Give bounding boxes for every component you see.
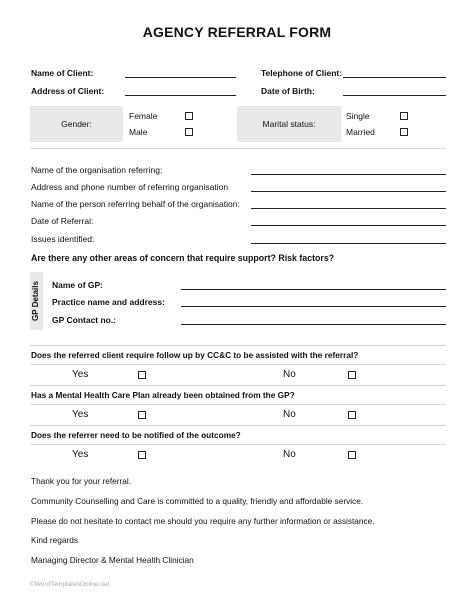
no-label: No xyxy=(283,409,296,420)
male-checkbox[interactable] xyxy=(185,128,193,136)
question-divider xyxy=(30,425,446,426)
referral-date-label: Date of Referral: xyxy=(31,216,94,226)
yes-label: Yes xyxy=(72,449,89,460)
care-plan-yes-checkbox[interactable] xyxy=(138,411,146,419)
client-dob-field[interactable] xyxy=(343,95,446,96)
followup-no-checkbox[interactable] xyxy=(348,371,356,379)
gp-practice-label: Practice name and address: xyxy=(52,297,165,307)
gender-option-male: Male xyxy=(129,127,148,137)
footer-watermark: ©WordTemplatesOnline.net xyxy=(30,581,110,588)
gp-contact-field[interactable] xyxy=(181,324,446,325)
followup-yes-checkbox[interactable] xyxy=(138,371,146,379)
gp-details-label: GP Details xyxy=(31,281,40,321)
question-divider xyxy=(30,345,446,346)
client-name-field[interactable] xyxy=(125,77,236,78)
form-title: AGENCY REFERRAL FORM xyxy=(142,24,332,40)
gp-name-field[interactable] xyxy=(181,289,446,290)
no-label: No xyxy=(283,449,296,460)
single-checkbox[interactable] xyxy=(400,112,408,120)
gender-label: Gender: xyxy=(61,119,92,129)
question-divider xyxy=(30,364,446,365)
question-notify: Does the referrer need to be notified of the outcome? xyxy=(31,430,241,440)
gp-practice-field[interactable] xyxy=(181,306,446,307)
gp-name-label: Name of GP: xyxy=(52,280,104,290)
referrer-name-field[interactable] xyxy=(251,208,446,209)
gender-option-female: Female xyxy=(129,111,158,121)
client-telephone-label: Telephone of Client: xyxy=(261,68,343,78)
org-name-label: Name of the organisation referring: xyxy=(31,165,163,175)
notify-no-checkbox[interactable] xyxy=(348,451,356,459)
married-checkbox[interactable] xyxy=(400,128,408,136)
issues-label: Issues identified: xyxy=(31,234,95,244)
concerns-heading: Are there any other areas of concern that require support? Risk factors? xyxy=(31,253,335,263)
org-address-label: Address and phone number of referring organisation xyxy=(31,182,229,192)
client-name-label: Name of Client: xyxy=(31,68,94,78)
gp-contact-label: GP Contact no.: xyxy=(52,315,117,325)
referral-date-field[interactable] xyxy=(251,225,446,226)
referrer-name-label: Name of the person referring behalf of the organisation: xyxy=(31,199,240,209)
section-divider xyxy=(30,148,446,149)
client-address-field[interactable] xyxy=(125,95,236,96)
no-label: No xyxy=(283,369,296,380)
closing-line: Community Counselling and Care is committed to a quality, friendly and affordable service. xyxy=(31,496,364,506)
org-name-field[interactable] xyxy=(251,174,446,175)
closing-line: Please do not hesitate to contact me should you require any further information or assistance. xyxy=(31,516,375,526)
marital-label: Marital status: xyxy=(262,119,316,129)
client-telephone-field[interactable] xyxy=(343,77,446,78)
female-checkbox[interactable] xyxy=(185,112,193,120)
org-address-field[interactable] xyxy=(251,191,446,192)
client-address-label: Address of Client: xyxy=(31,86,105,96)
marital-option-married: Married xyxy=(346,127,375,137)
closing-line: Thank you for your referral. xyxy=(31,476,132,486)
client-dob-label: Date of Birth: xyxy=(261,86,315,96)
yes-label: Yes xyxy=(72,369,89,380)
closing-line: Kind regards xyxy=(31,535,79,545)
question-divider xyxy=(30,385,446,386)
notify-yes-checkbox[interactable] xyxy=(138,451,146,459)
question-followup: Does the referred client require follow up by CC&C to be assisted with the referral? xyxy=(31,350,359,360)
closing-line: Managing Director & Mental Health Clinician xyxy=(31,555,194,565)
question-care-plan: Has a Mental Health Care Plan already been obtained from the GP? xyxy=(31,390,295,400)
question-divider xyxy=(30,404,446,405)
marital-option-single: Single xyxy=(346,111,370,121)
care-plan-no-checkbox[interactable] xyxy=(348,411,356,419)
question-divider xyxy=(30,444,446,445)
yes-label: Yes xyxy=(72,409,89,420)
issues-field[interactable] xyxy=(251,243,446,244)
